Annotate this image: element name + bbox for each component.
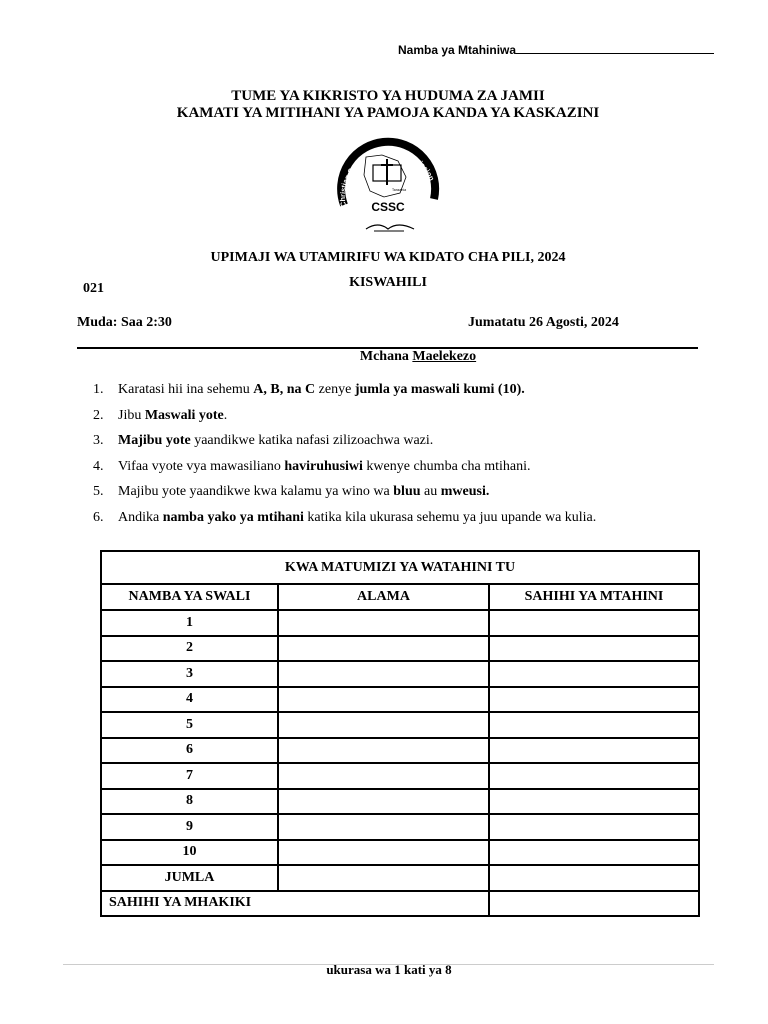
signature-cell[interactable] (489, 738, 699, 764)
signature-cell[interactable] (489, 636, 699, 662)
column-header-question: NAMBA YA SWALI (101, 584, 278, 610)
score-cell[interactable] (278, 712, 489, 738)
exam-duration: Muda: Saa 2:30 (77, 315, 172, 330)
score-cell[interactable] (278, 738, 489, 764)
candidate-number-label: Namba ya Mtahiniwa (398, 43, 517, 57)
verifier-signature-cell[interactable] (489, 891, 699, 917)
table-row: 1 (101, 610, 699, 636)
score-cell[interactable] (278, 687, 489, 713)
total-label: JUMLA (101, 865, 278, 891)
instructions-heading-prefix: Mchana (359, 349, 409, 364)
instructions-heading (0, 349, 768, 365)
score-cell[interactable] (278, 610, 489, 636)
score-cell[interactable] (278, 763, 489, 789)
table-row: 6 (101, 738, 699, 764)
instructions-list (93, 381, 596, 534)
signature-cell[interactable] (489, 814, 699, 840)
instruction-item: 4. Vifaa vyote vya mawasiliano haviruhusiwi kwenye chumba cha mtihani. (93, 458, 531, 474)
cssc-logo (326, 127, 450, 245)
score-cell[interactable] (278, 661, 489, 687)
table-row: 5 (101, 712, 699, 738)
header-line-1: TUME YA KIKRISTO YA HUDUMA ZA JAMII (231, 88, 545, 104)
candidate-number-line (516, 43, 714, 54)
verifier-label: SAHIHI YA MHAKIKI (101, 891, 489, 917)
signature-cell[interactable] (489, 712, 699, 738)
table-row: 2 (101, 636, 699, 662)
table-row: 4 (101, 687, 699, 713)
score-cell[interactable] (278, 636, 489, 662)
total-score-cell[interactable] (278, 865, 489, 891)
score-cell[interactable] (278, 789, 489, 815)
instruction-item: 3. Majibu yote yaandikwe katika nafasi zilizoachwa wazi. (93, 433, 434, 448)
handshake-icon (366, 225, 414, 229)
table-row: 7 (101, 763, 699, 789)
signature-cell[interactable] (489, 789, 699, 815)
subject-code: 021 (83, 281, 104, 296)
logo-ring-text: Christian Social Services Commission (337, 145, 437, 208)
examiner-score-table (100, 550, 700, 917)
instruction-item: 1. Karatasi hii ina sehemu A, B, na C zenye jumla ya maswali kumi (10). (93, 382, 525, 397)
verifier-row (101, 891, 699, 917)
header-line-2: KAMATI YA MITIHANI YA PAMOJA KANDA YA KASKAZINI (176, 105, 600, 121)
signature-cell[interactable] (489, 687, 699, 713)
book-icon (373, 165, 387, 181)
table-title: KWA MATUMIZI YA WATAHINI TU (101, 551, 699, 584)
table-row: 10 (101, 840, 699, 866)
exam-date: Jumatatu 26 Agosti, 2024 (468, 315, 619, 330)
table-row: 9 (101, 814, 699, 840)
instructions-heading-title: Maelekezo (412, 349, 477, 364)
score-cell[interactable] (278, 814, 489, 840)
total-row (101, 865, 699, 891)
subject-name: KISWAHILI (349, 275, 427, 290)
logo-country: Tanzania (392, 188, 407, 192)
page-number: ukurasa wa 1 kati ya 8 (326, 962, 452, 977)
instruction-item: 5. Majibu yote yaandikwe kwa kalamu ya wino wa bluu au mweusi. (93, 484, 490, 499)
logo-abbr: CSSC (371, 200, 405, 214)
column-header-score: ALAMA (278, 584, 489, 610)
column-header-signature: SAHIHI YA MTAHINI (489, 584, 699, 610)
instruction-item: 6. Andika namba yako ya mtihani katika kila ukurasa sehemu ya juu upande wa kulia. (93, 509, 597, 525)
total-signature-cell[interactable] (489, 865, 699, 891)
score-cell[interactable] (278, 840, 489, 866)
instruction-item: 2. Jibu Maswali yote. (93, 407, 228, 423)
table-row: 8 (101, 789, 699, 815)
exam-title: UPIMAJI WA UTAMIRIFU WA KIDATO CHA PILI, 2024 (210, 250, 566, 265)
candidate-number-field (398, 43, 714, 57)
table-row: 3 (101, 661, 699, 687)
signature-cell[interactable] (489, 610, 699, 636)
signature-cell[interactable] (489, 763, 699, 789)
signature-cell[interactable] (489, 840, 699, 866)
signature-cell[interactable] (489, 661, 699, 687)
